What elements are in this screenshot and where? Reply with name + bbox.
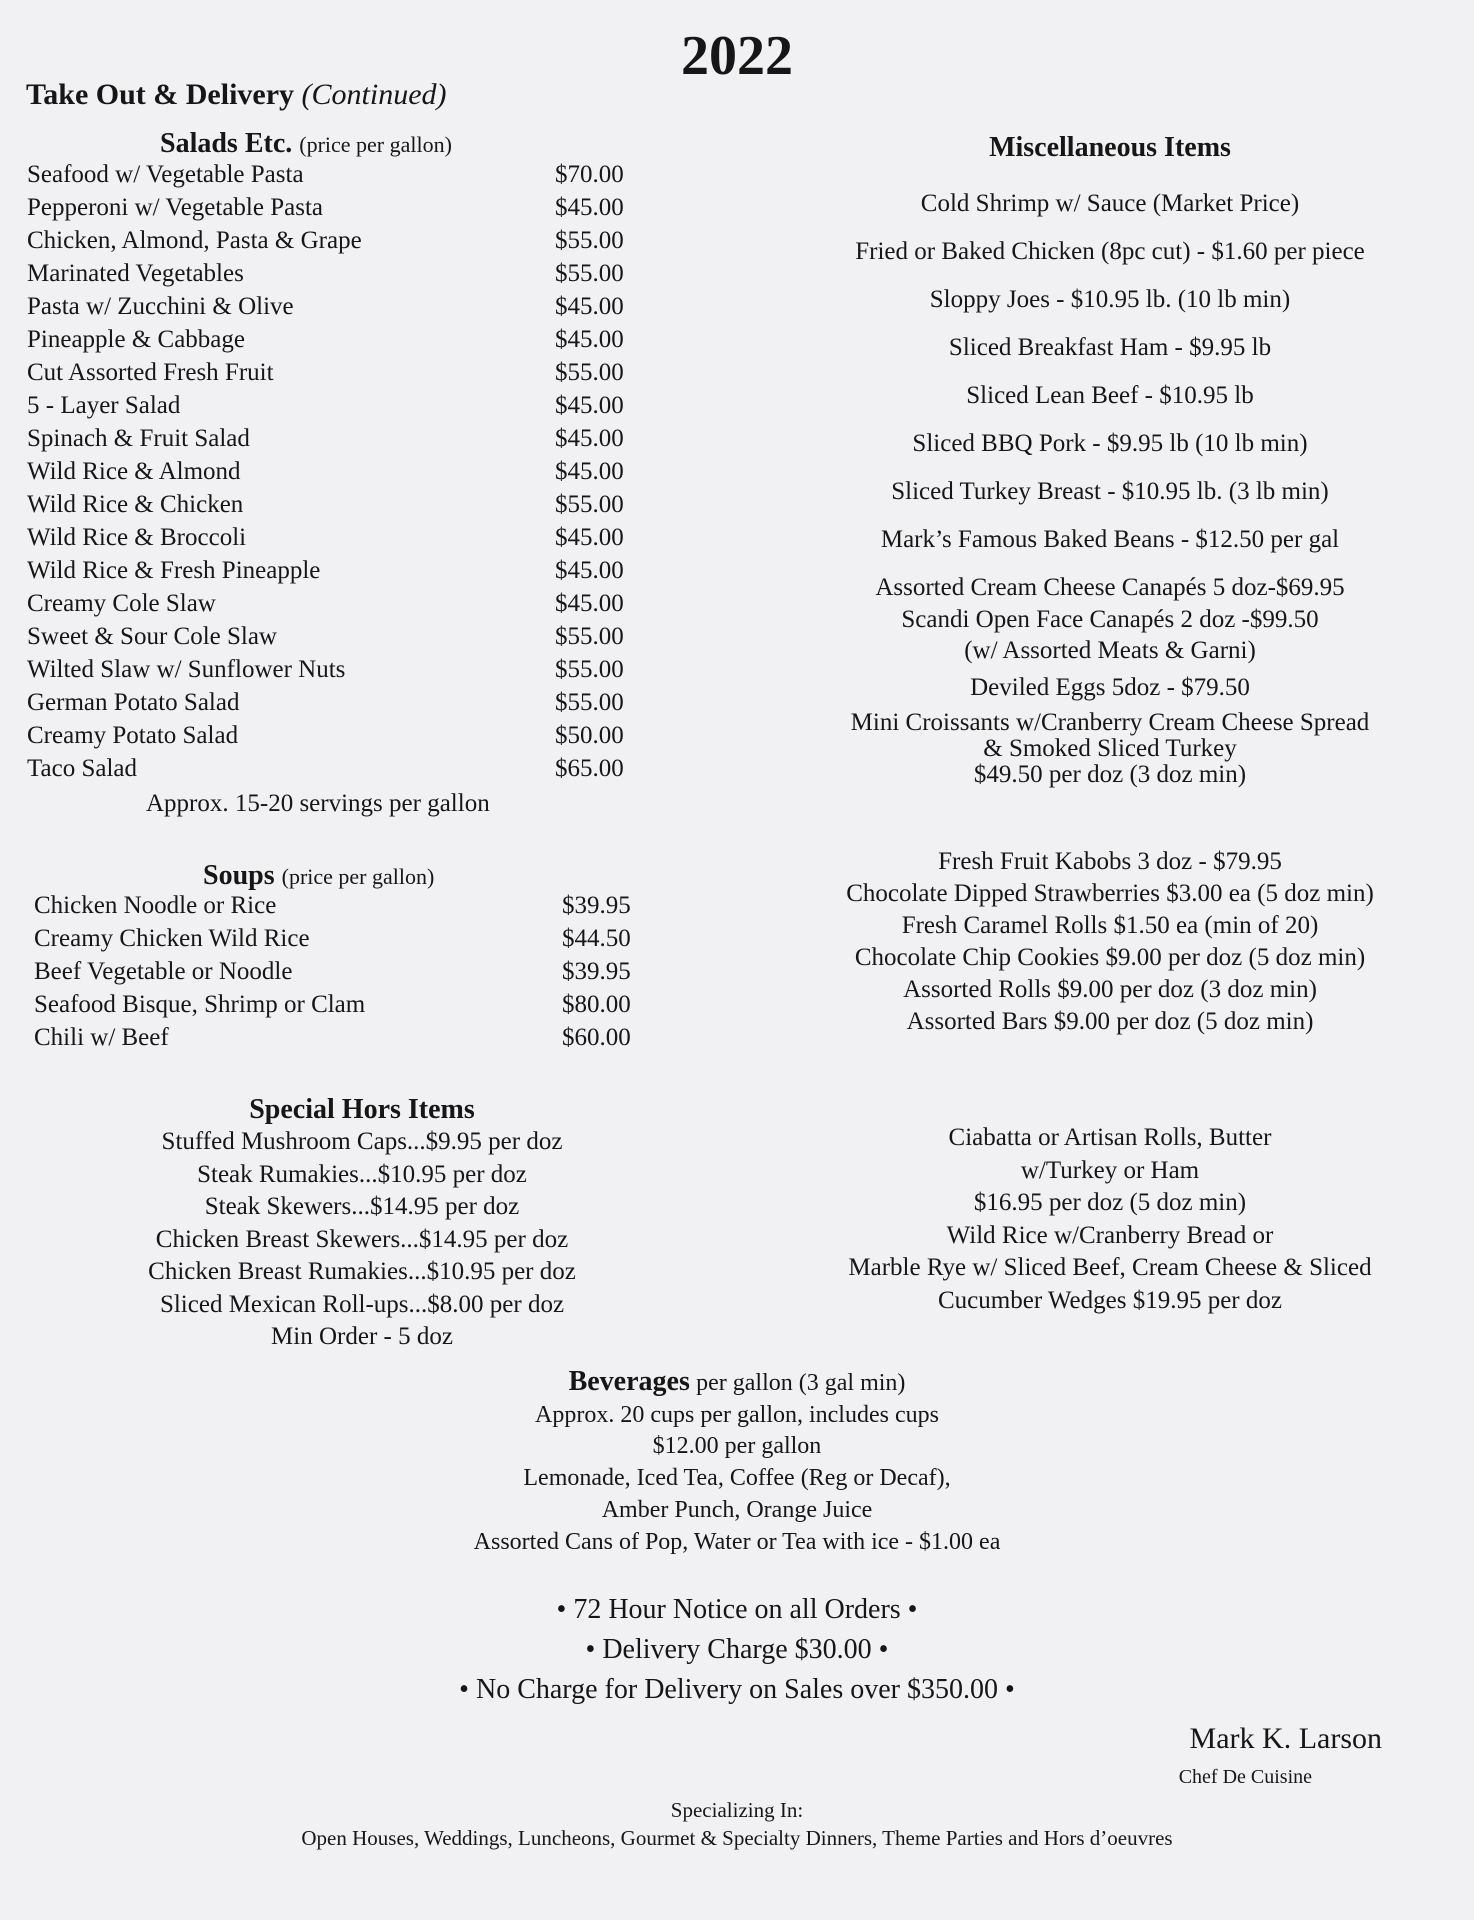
- menu-item-row: [27, 491, 647, 524]
- menu-item-price: $60.00: [562, 1024, 631, 1051]
- menu-item-row: [27, 194, 647, 227]
- menu-item-name: Beef Vegetable or Noodle: [34, 958, 293, 985]
- menu-item-name: 5 - Layer Salad: [27, 392, 181, 419]
- menu-item-row: [34, 892, 654, 925]
- menu-item-row: [27, 227, 647, 260]
- menu-item-price: $55.00: [555, 359, 624, 386]
- misc-item-line: w/Turkey or Ham: [1020, 1156, 1200, 1184]
- misc-list-sandwiches: [770, 1122, 1450, 1317]
- menu-item-price: $39.95: [562, 958, 631, 985]
- menu-item-name: Pineapple & Cabbage: [27, 326, 245, 353]
- menu-item-row: [34, 958, 654, 991]
- menu-item-price: $55.00: [555, 623, 624, 650]
- soups-title: Soups: [203, 860, 275, 891]
- menu-item-name: Wild Rice & Almond: [27, 458, 241, 485]
- soups-list: [34, 892, 654, 1057]
- hors-item: Min Order - 5 doz: [271, 1323, 453, 1350]
- misc-item: Sliced Lean Beef - $10.95 lb: [966, 382, 1254, 409]
- header-title: Take Out & Delivery: [26, 78, 295, 111]
- menu-item-name: Cut Assorted Fresh Fruit: [27, 359, 274, 386]
- misc-item: Sloppy Joes - $10.95 lb. (10 lb min): [929, 286, 1291, 313]
- misc-item: Fresh Caramel Rolls $1.50 ea (min of 20): [901, 912, 1319, 939]
- misc-item-line: Mini Croissants w/Cranberry Cream Cheese Spread: [850, 709, 1370, 736]
- menu-item-price: $80.00: [562, 991, 631, 1018]
- menu-item-name: Creamy Potato Salad: [27, 722, 239, 749]
- menu-item-row: [27, 359, 647, 392]
- menu-item-row: [27, 425, 647, 458]
- misc-item: Sliced Breakfast Ham - $9.95 lb: [948, 334, 1272, 361]
- notice-line: • No Charge for Delivery on Sales over $350.00 •: [459, 1674, 1015, 1705]
- menu-item-name: Marinated Vegetables: [27, 260, 244, 287]
- menu-item-name: Chicken Noodle or Rice: [34, 892, 277, 919]
- misc-item-line: (w/ Assorted Meats & Garni): [964, 637, 1256, 664]
- salads-title: Salads Etc.: [160, 128, 293, 159]
- hors-item: Chicken Breast Skewers...$14.95 per doz: [155, 1225, 569, 1253]
- beverages-list: [0, 1462, 1474, 1558]
- specializing-text: Open Houses, Weddings, Luncheons, Gourmet & Specialty Dinners, Theme Parties and Hors d’oeuvres: [301, 1826, 1173, 1850]
- menu-item-price: $55.00: [555, 689, 624, 716]
- menu-item-name: Chili w/ Beef: [34, 1024, 169, 1051]
- soups-heading: [203, 860, 434, 892]
- menu-item-row: [27, 524, 647, 557]
- menu-item-price: $45.00: [555, 458, 624, 485]
- misc-item-line: Scandi Open Face Canapés 2 doz -$99.50: [901, 606, 1319, 633]
- menu-item-price: $45.00: [555, 392, 624, 419]
- menu-item-row: [27, 161, 647, 194]
- menu-item-row: [27, 755, 647, 788]
- menu-item-price: $55.00: [555, 656, 624, 683]
- misc-item: Assorted Rolls $9.00 per doz (3 doz min): [903, 976, 1317, 1003]
- misc-title: Miscellaneous Items: [989, 132, 1231, 163]
- misc-deviled-eggs: Deviled Eggs 5doz - $79.50: [970, 674, 1250, 701]
- menu-item-price: $45.00: [555, 326, 624, 353]
- misc-item: Fried or Baked Chicken (8pc cut) - $1.60 per piece: [855, 238, 1365, 265]
- menu-item-row: [27, 458, 647, 491]
- hors-title: Special Hors Items: [249, 1094, 475, 1125]
- menu-item-name: Seafood Bisque, Shrimp or Clam: [34, 991, 366, 1018]
- menu-item-name: Pepperoni w/ Vegetable Pasta: [27, 194, 323, 221]
- menu-item-name: German Potato Salad: [27, 689, 240, 716]
- beverage-line: Amber Punch, Orange Juice: [601, 1497, 873, 1523]
- misc-item-line: & Smoked Sliced Turkey: [983, 735, 1237, 762]
- misc-item: Chocolate Dipped Strawberries $3.00 ea (5 doz min): [846, 880, 1374, 907]
- order-notices: [0, 1594, 1474, 1714]
- header-continued: (Continued): [301, 78, 447, 111]
- menu-item-name: Spinach & Fruit Salad: [27, 425, 250, 452]
- beverage-line: Lemonade, Iced Tea, Coffee (Reg or Decaf),: [523, 1465, 951, 1491]
- menu-item-price: $45.00: [555, 194, 624, 221]
- beverages-title: Beverages: [568, 1366, 690, 1397]
- menu-item-name: Taco Salad: [27, 755, 138, 782]
- menu-item-row: [27, 392, 647, 425]
- menu-item-row: [34, 925, 654, 958]
- menu-item-price: $45.00: [555, 425, 624, 452]
- menu-item-price: $45.00: [555, 293, 624, 320]
- misc-item: Sliced BBQ Pork - $9.95 lb (10 lb min): [912, 430, 1308, 457]
- misc-croissants: [770, 710, 1450, 788]
- menu-item-price: $55.00: [555, 491, 624, 518]
- beverage-info-line: $12.00 per gallon: [652, 1433, 822, 1459]
- hors-item: Sliced Mexican Roll-ups...$8.00 per doz: [159, 1290, 565, 1318]
- menu-item-price: $55.00: [555, 227, 624, 254]
- misc-item: Mark’s Famous Baked Beans - $12.50 per gal: [880, 526, 1340, 553]
- hors-item: Chicken Breast Rumakies...$10.95 per doz: [148, 1258, 576, 1285]
- beverage-line: Assorted Cans of Pop, Water or Tea with ice - $1.00 ea: [473, 1529, 1001, 1555]
- menu-item-row: [27, 722, 647, 755]
- menu-item-name: Sweet & Sour Cole Slaw: [27, 623, 277, 650]
- misc-item-line: $16.95 per doz (5 doz min): [973, 1189, 1247, 1216]
- menu-item-price: $65.00: [555, 755, 624, 782]
- menu-item-row: [27, 689, 647, 722]
- hors-list: [0, 1126, 724, 1354]
- menu-item-name: Creamy Cole Slaw: [27, 590, 216, 617]
- menu-item-name: Seafood w/ Vegetable Pasta: [27, 161, 304, 188]
- salads-note: (price per gallon): [299, 132, 452, 157]
- beverages-note: per gallon (3 gal min): [696, 1370, 906, 1396]
- soups-note: (price per gallon): [281, 864, 435, 889]
- signature-name: Mark K. Larson: [1189, 1722, 1382, 1755]
- menu-item-price: $44.50: [562, 925, 631, 952]
- menu-item-row: [34, 1024, 654, 1057]
- menu-item-price: $45.00: [555, 590, 624, 617]
- menu-item-price: $45.00: [555, 524, 624, 551]
- menu-item-name: Wild Rice & Fresh Pineapple: [27, 557, 321, 584]
- hors-item: Steak Rumakies...$10.95 per doz: [197, 1160, 527, 1188]
- menu-item-row: [27, 260, 647, 293]
- menu-item-price: $39.95: [562, 892, 631, 919]
- misc-item: Sliced Turkey Breast - $10.95 lb. (3 lb min): [891, 478, 1329, 505]
- menu-item-price: $50.00: [555, 722, 624, 749]
- misc-list-sweets: [770, 846, 1450, 1038]
- menu-item-price: $70.00: [555, 161, 624, 188]
- hors-item: Stuffed Mushroom Caps...$9.95 per doz: [161, 1128, 563, 1155]
- notice-line: • 72 Hour Notice on all Orders •: [556, 1594, 918, 1625]
- misc-item: Cold Shrimp w/ Sauce (Market Price): [920, 190, 1300, 217]
- salads-list: [27, 161, 647, 788]
- misc-item: Assorted Cream Cheese Canapés 5 doz-$69.95: [875, 574, 1345, 601]
- misc-item-line: Ciabatta or Artisan Rolls, Butter: [948, 1124, 1272, 1151]
- menu-item-row: [27, 656, 647, 689]
- page-header: [26, 78, 447, 112]
- misc-scandi-canapes: [770, 604, 1450, 666]
- menu-item-name: Pasta w/ Zucchini & Olive: [27, 293, 294, 320]
- menu-item-name: Chicken, Almond, Pasta & Grape: [27, 227, 362, 254]
- menu-item-price: $45.00: [555, 557, 624, 584]
- menu-item-row: [27, 326, 647, 359]
- menu-item-row: [27, 590, 647, 623]
- specializing-label: Specializing In:: [670, 1798, 804, 1822]
- misc-list-meats: [770, 180, 1450, 612]
- beverage-info-line: Approx. 20 cups per gallon, includes cups: [535, 1402, 939, 1428]
- misc-item: Assorted Bars $9.00 per doz (5 doz min): [906, 1008, 1314, 1035]
- misc-item-line: Marble Rye w/ Sliced Beef, Cream Cheese & Sliced: [848, 1254, 1372, 1281]
- page-year: 2022: [681, 25, 793, 87]
- menu-item-row: [27, 293, 647, 326]
- menu-item-name: Creamy Chicken Wild Rice: [34, 925, 310, 952]
- notice-line: • Delivery Charge $30.00 •: [585, 1634, 889, 1665]
- beverages-info: [0, 1400, 1474, 1462]
- menu-item-row: [27, 623, 647, 656]
- menu-item-row: [27, 557, 647, 590]
- misc-item-line: Wild Rice w/Cranberry Bread or: [946, 1221, 1274, 1249]
- hors-item: Steak Skewers...$14.95 per doz: [204, 1193, 520, 1220]
- menu-item-row: [34, 991, 654, 1024]
- salads-servings: Approx. 15-20 servings per gallon: [146, 790, 490, 817]
- menu-item-price: $55.00: [555, 260, 624, 287]
- misc-item: Chocolate Chip Cookies $9.00 per doz (5 doz min): [854, 944, 1366, 971]
- misc-item-line: $49.50 per doz (3 doz min): [973, 761, 1247, 788]
- menu-item-name: Wild Rice & Chicken: [27, 491, 244, 518]
- menu-item-name: Wilted Slaw w/ Sunflower Nuts: [27, 656, 346, 683]
- salads-heading: [160, 128, 452, 160]
- menu-item-name: Wild Rice & Broccoli: [27, 524, 247, 551]
- beverages-heading: [0, 1366, 1474, 1398]
- misc-item: Fresh Fruit Kabobs 3 doz - $79.95: [938, 848, 1282, 875]
- signature-title: Chef De Cuisine: [1178, 1766, 1312, 1788]
- misc-item-line: Cucumber Wedges $19.95 per doz: [938, 1286, 1282, 1314]
